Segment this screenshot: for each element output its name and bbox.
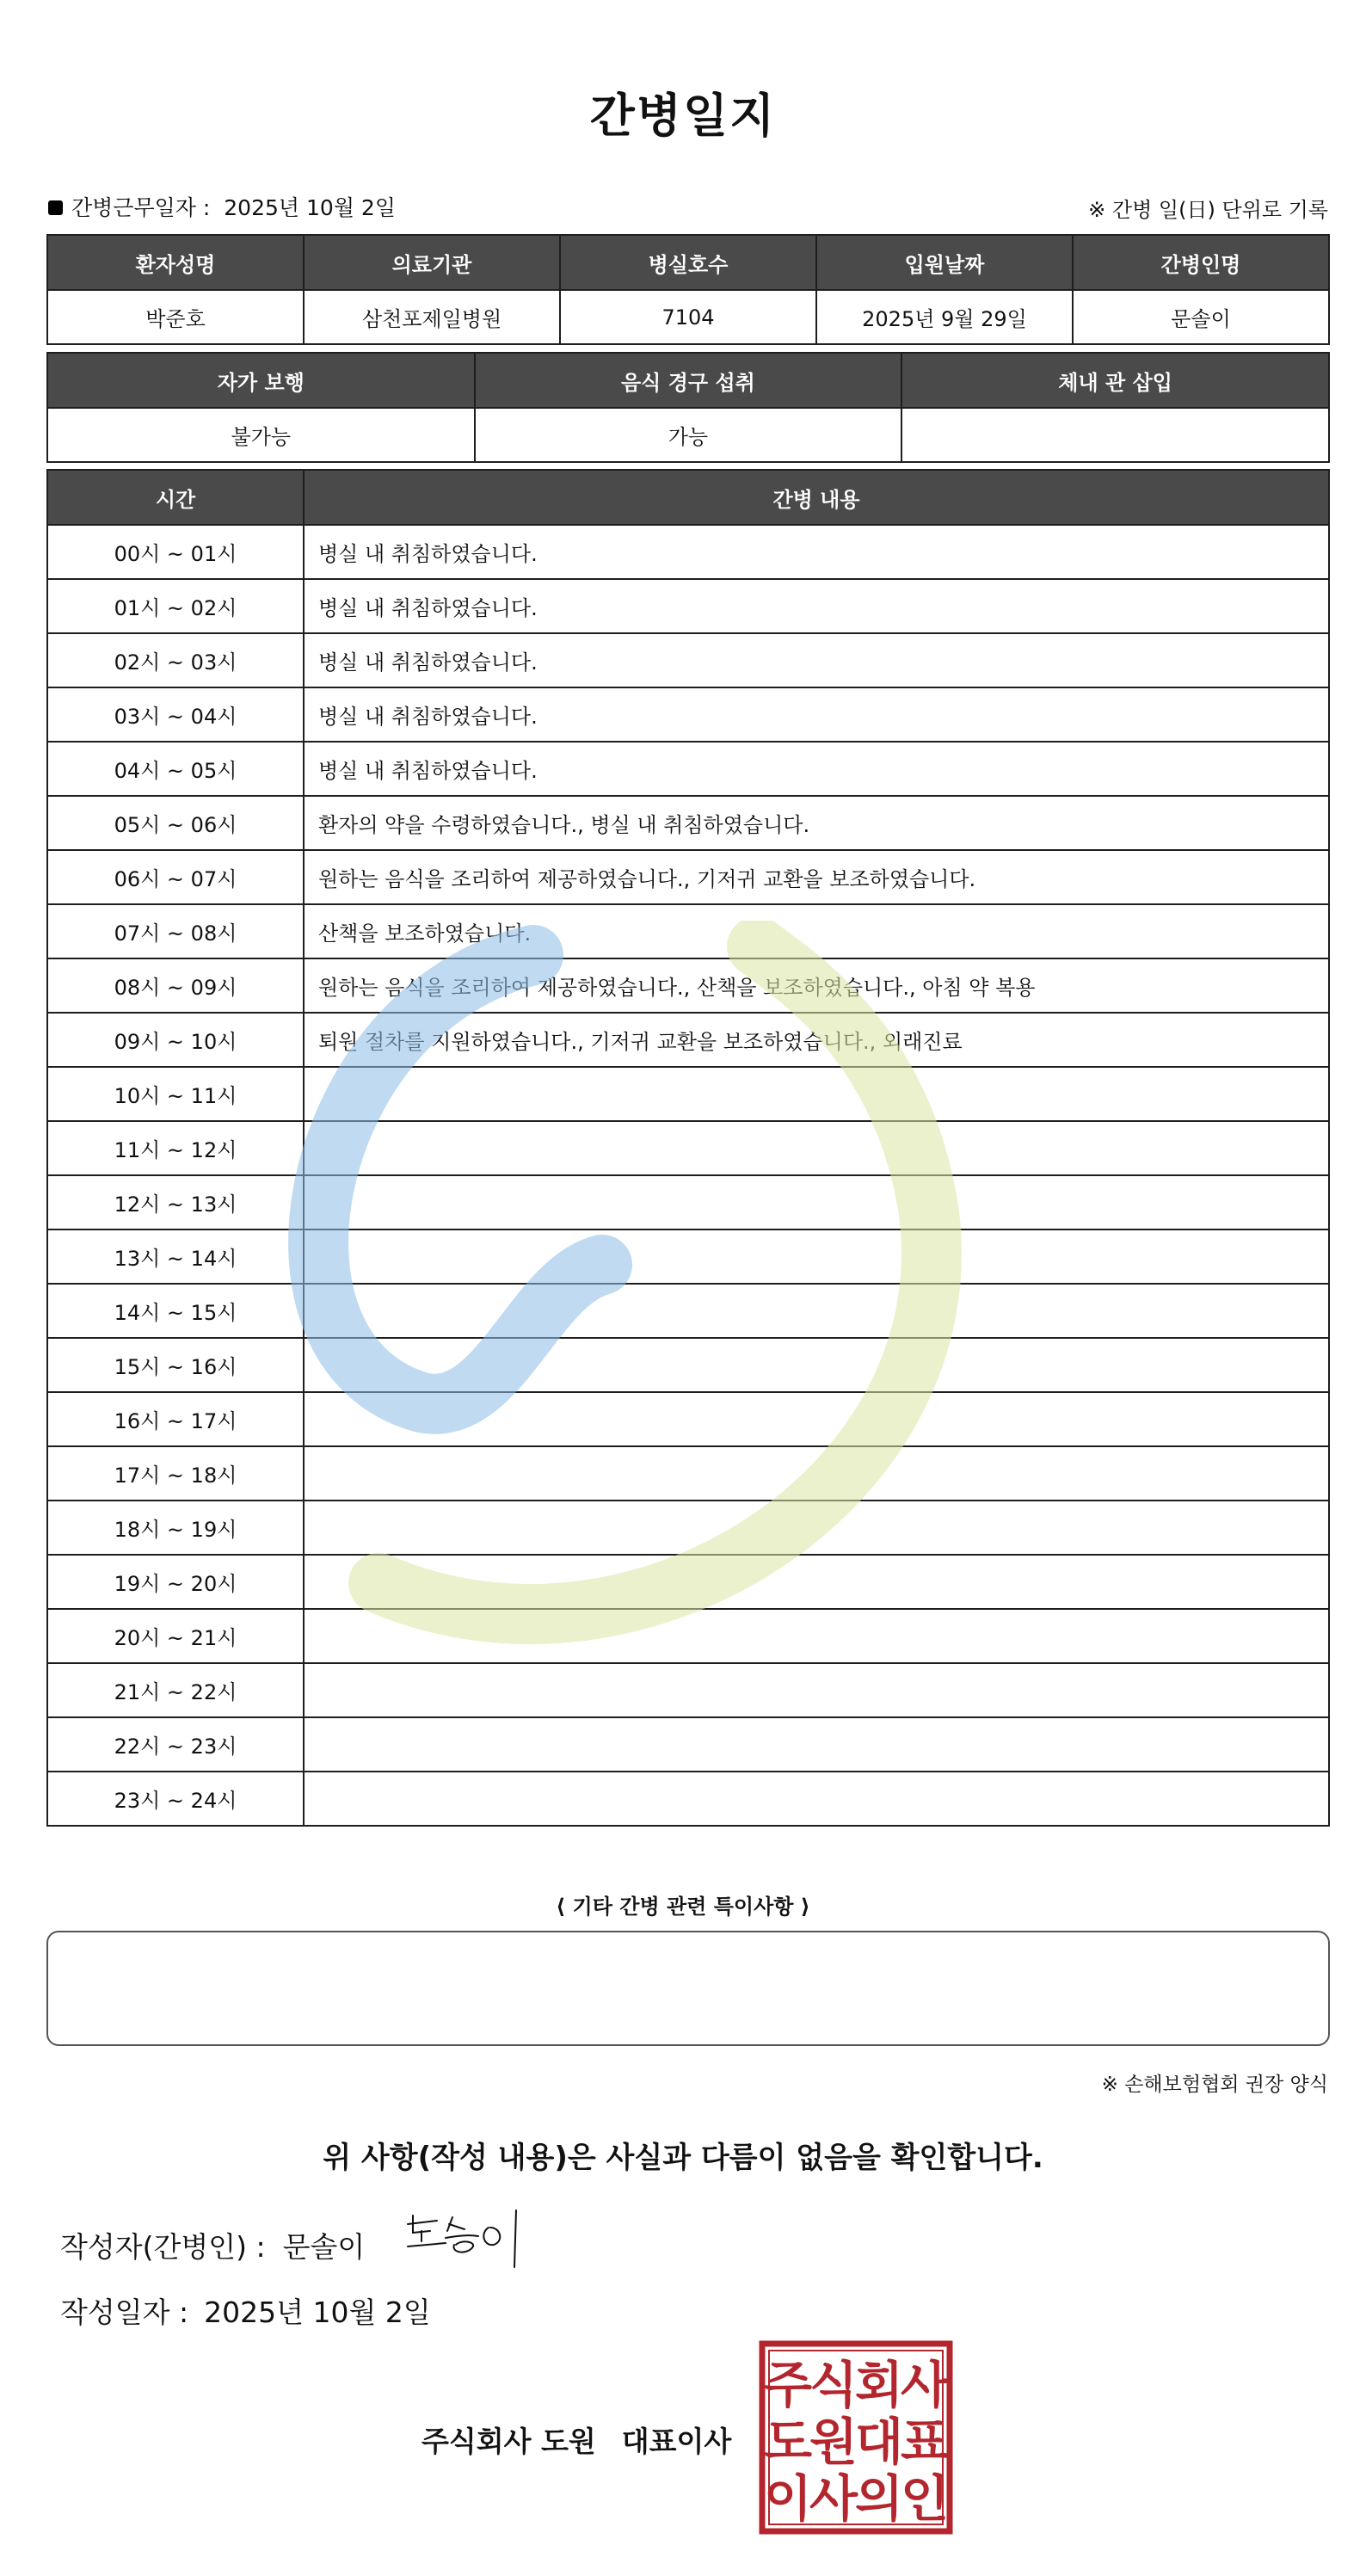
table-row	[47, 1772, 1329, 1826]
table-row	[47, 796, 1329, 850]
table-row	[47, 579, 1329, 633]
header-tube-insertion: 체내 관 삽입	[901, 353, 1329, 408]
time-slot: 20시 ~ 21시	[47, 1609, 304, 1663]
care-content: 원하는 음식을 조리하여 제공하였습니다., 기저귀 교환을 보조하였습니다.	[304, 850, 1329, 904]
header-room-number: 병실호수	[560, 235, 816, 290]
seal-character: 사	[900, 2356, 950, 2414]
table-row	[47, 850, 1329, 904]
time-slot: 17시 ~ 18시	[47, 1446, 304, 1501]
care-content	[304, 1446, 1329, 1501]
self-walking-value: 불가능	[47, 408, 475, 462]
writer-label: 작성자(간병인) :	[60, 2230, 266, 2264]
header-caregiver-name: 간병인명	[1073, 235, 1329, 290]
table-row	[47, 1717, 1329, 1772]
seal-character: 도	[763, 2413, 813, 2471]
time-slot: 16시 ~ 17시	[47, 1392, 304, 1446]
patient-name: 박준호	[47, 290, 304, 344]
company-role: 대표이사	[621, 2425, 732, 2458]
company-name: 주식회사 도원	[421, 2425, 596, 2458]
time-slot: 21시 ~ 22시	[47, 1663, 304, 1717]
square-bullet-icon	[48, 200, 63, 215]
seal-character: 주	[763, 2356, 813, 2414]
written-date-label: 작성일자 :	[60, 2296, 189, 2329]
care-content	[304, 1609, 1329, 1663]
time-slot: 19시 ~ 20시	[47, 1555, 304, 1609]
table-row	[47, 1663, 1329, 1717]
oral-intake-value: 가능	[475, 408, 902, 462]
table-row	[47, 1229, 1329, 1284]
seal-character: 회	[854, 2356, 904, 2414]
care-content: 병실 내 취침하였습니다.	[304, 633, 1329, 687]
table-row	[47, 742, 1329, 796]
time-slot: 03시 ~ 04시	[47, 687, 304, 742]
table-row	[47, 687, 1329, 742]
table-row	[47, 633, 1329, 687]
patient-info-table	[46, 234, 1330, 345]
table-row	[47, 1392, 1329, 1446]
seal-character: 인	[900, 2469, 950, 2528]
care-content: 병실 내 취침하였습니다.	[304, 579, 1329, 633]
header-time: 시간	[47, 470, 304, 525]
time-slot: 01시 ~ 02시	[47, 579, 304, 633]
table-row	[47, 1446, 1329, 1501]
seal-character: 대	[854, 2413, 904, 2471]
seal-character: 원	[809, 2413, 858, 2471]
tube-insertion-value	[901, 408, 1329, 462]
daily-record-note: ※ 간병 일(日) 단위로 기록	[1088, 198, 1328, 222]
time-slot: 12시 ~ 13시	[47, 1175, 304, 1229]
time-slot: 10시 ~ 11시	[47, 1067, 304, 1121]
time-slot: 15시 ~ 16시	[47, 1338, 304, 1392]
written-date-value: 2025년 10월 2일	[204, 2296, 431, 2329]
table-row	[47, 1067, 1329, 1121]
writer-name: 문솔이	[282, 2230, 366, 2264]
care-content	[304, 1555, 1329, 1609]
table-row	[47, 1121, 1329, 1175]
time-slot: 13시 ~ 14시	[47, 1229, 304, 1284]
room-number: 7104	[560, 290, 816, 344]
caregiver-name: 문솔이	[1073, 290, 1329, 344]
page-title: 간병일지	[589, 89, 777, 143]
header-patient-name: 환자성명	[47, 235, 304, 290]
table-row	[47, 1555, 1329, 1609]
care-content	[304, 1338, 1329, 1392]
table-row	[47, 1175, 1329, 1229]
work-date-value: 2025년 10월 2일	[224, 195, 396, 220]
care-content	[304, 1175, 1329, 1229]
care-content: 병실 내 취침하였습니다.	[304, 687, 1329, 742]
table-row	[47, 1013, 1329, 1067]
remarks-box	[46, 1931, 1330, 2046]
care-content: 병실 내 취침하였습니다.	[304, 742, 1329, 796]
header-self-walking: 자가 보행	[47, 353, 475, 408]
work-date-label: 간병근무일자 :	[71, 195, 211, 220]
time-slot: 18시 ~ 19시	[47, 1501, 304, 1555]
care-content: 퇴원 절차를 지원하였습니다., 기저귀 교환을 보조하였습니다., 외래진료	[304, 1013, 1329, 1067]
time-slot: 04시 ~ 05시	[47, 742, 304, 796]
care-content	[304, 1392, 1329, 1446]
written-date-row	[60, 2290, 431, 2331]
seal-character: 식	[809, 2356, 858, 2414]
writer-row	[60, 2225, 365, 2265]
table-row	[47, 1284, 1329, 1338]
time-slot: 07시 ~ 08시	[47, 904, 304, 958]
care-content: 원하는 음식을 조리하여 제공하였습니다., 산책을 보조하였습니다., 아침 약 복용	[304, 958, 1329, 1013]
care-log-table	[46, 469, 1330, 1827]
care-content: 환자의 약을 수령하였습니다., 병실 내 취침하였습니다.	[304, 796, 1329, 850]
care-content	[304, 1663, 1329, 1717]
time-slot: 23시 ~ 24시	[47, 1772, 304, 1826]
handwritten-signature	[396, 2198, 551, 2276]
time-slot: 22시 ~ 23시	[47, 1717, 304, 1772]
table-row	[47, 525, 1329, 579]
time-slot: 06시 ~ 07시	[47, 850, 304, 904]
care-content	[304, 1717, 1329, 1772]
seal-character: 이	[763, 2469, 813, 2528]
seal-character: 표	[900, 2413, 950, 2471]
company-signature-line	[421, 2419, 731, 2460]
table-row	[47, 1338, 1329, 1392]
care-content	[304, 1067, 1329, 1121]
seal-character: 의	[854, 2469, 904, 2528]
table-row	[47, 904, 1329, 958]
seal-character: 사	[809, 2469, 858, 2528]
care-content	[304, 1229, 1329, 1284]
form-source-note: ※ 손해보험협회 권장 양식	[1101, 2074, 1328, 2096]
header-care-content: 간병 내용	[304, 470, 1329, 525]
company-seal-stamp	[757, 2339, 955, 2536]
time-slot: 11시 ~ 12시	[47, 1121, 304, 1175]
work-date	[48, 191, 396, 222]
care-content	[304, 1284, 1329, 1338]
time-slot: 02시 ~ 03시	[47, 633, 304, 687]
header-oral-intake: 음식 경구 섭취	[475, 353, 902, 408]
table-row	[47, 1501, 1329, 1555]
hospital-name: 삼천포제일병원	[304, 290, 560, 344]
care-content: 산책을 보조하였습니다.	[304, 904, 1329, 958]
time-slot: 08시 ~ 09시	[47, 958, 304, 1013]
remarks-title: ⟨ 기타 간병 관련 특이사항 ⟩	[556, 1895, 810, 1919]
admission-date: 2025년 9월 29일	[816, 290, 1073, 344]
table-row	[47, 958, 1329, 1013]
confirmation-statement: 위 사항(작성 내용)은 사실과 다름이 없음을 확인합니다.	[323, 2141, 1043, 2175]
header-hospital: 의료기관	[304, 235, 560, 290]
care-content: 병실 내 취침하였습니다.	[304, 525, 1329, 579]
table-row	[47, 1609, 1329, 1663]
time-slot: 14시 ~ 15시	[47, 1284, 304, 1338]
time-slot: 05시 ~ 06시	[47, 796, 304, 850]
header-admission-date: 입원날짜	[816, 235, 1073, 290]
patient-status-table	[46, 352, 1330, 463]
care-content	[304, 1772, 1329, 1826]
time-slot: 09시 ~ 10시	[47, 1013, 304, 1067]
time-slot: 00시 ~ 01시	[47, 525, 304, 579]
care-content	[304, 1501, 1329, 1555]
care-content	[304, 1121, 1329, 1175]
